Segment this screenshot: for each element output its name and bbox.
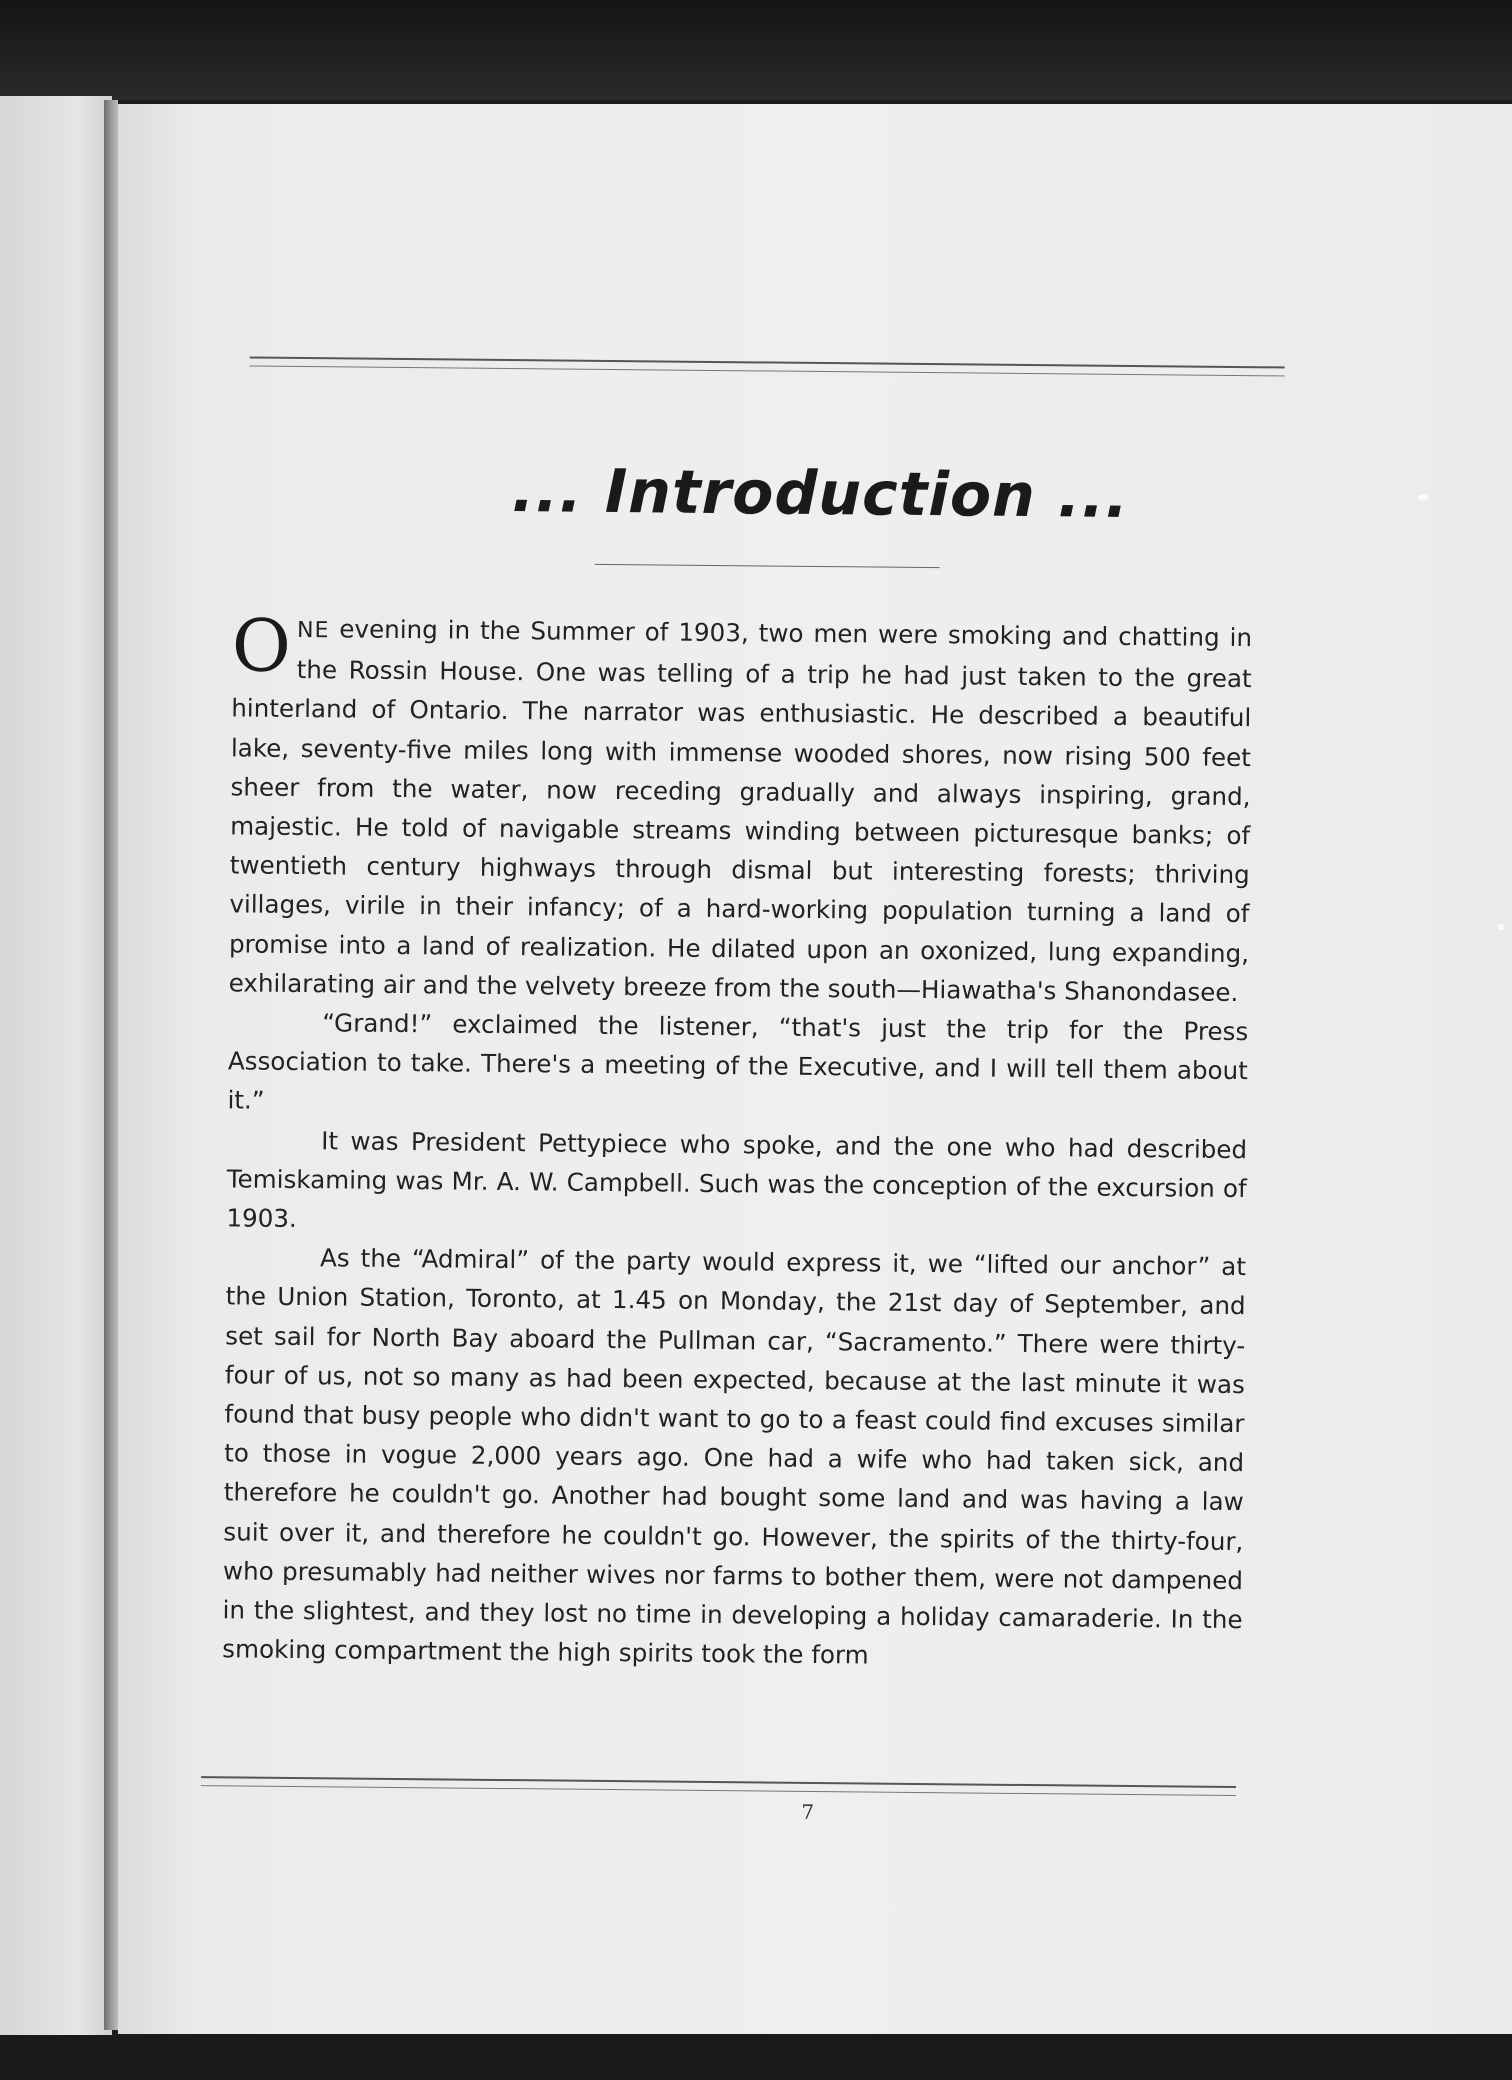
paragraph-1 [228, 603, 1253, 1012]
drop-cap: O [231, 603, 292, 688]
paragraph-2: “Grand!” exclaimed the listener, “that's just the trip for the Press Association to take. There's a meeting of the Executive, and I will tell them about it.” [227, 1008, 1249, 1116]
paragraph-1-text: evening in the Summer of 1903, two men were smoking and chatting in the Rossin House. One was telling of a trip he had just taken to the great hinterland of Ontario. The narrator was enthusiastic. He described a beautiful lake, seventy-five miles long with immense wooded shores, now rising 500 feet sheer from the water, now receding gradually and always inspiring, grand, majestic. He told of navigable streams winding between picturesque banks; of twentieth century highways through dismal but interesting forests; thriving villages, virile in their infancy; of a hard-working population turning a land of promise into a land of realization. He dilated upon an oxonized, lung expanding, exhilarating air and the velvety breeze from the south—Hiawatha's Shanondasee. [228, 614, 1253, 1007]
footer-rule [201, 1776, 1236, 1796]
scan-speck [1418, 494, 1428, 500]
page-number: 7 [801, 1799, 815, 1824]
book-page [118, 104, 1512, 2034]
paragraph-4: As the “Admiral” of the party would express it, we “lifted our anchor” at the Union Station, Toronto, at 1.45 on Monday, the 21st day of September, and set sail for North Bay aboard the Pullman car, “Sacramento.” There were thirty-four of us, not so many as had been expected, because at the last minute it was found that busy people who didn't want to go to a feast could find excuses similar to those in vogue 2,000 years ago. One had a wife who had taken sick, and therefore he couldn't go. Another had bought some land and was having a law suit over it, and therefore he couldn't go. However, the spirits of the thirty-four, who presumably had neither wives nor farms to bother them, were not dampened in the slightest, and they lost no time in developing a holiday camaraderie. In the smoking compartment the high spirits took the form [222, 1243, 1247, 1670]
page-title: ... Introduction ... [511, 456, 1130, 532]
scanner-background-top [0, 0, 1512, 100]
left-page-edge [0, 96, 112, 2046]
title-underline [595, 564, 940, 568]
body-text [222, 603, 1253, 1678]
scan-speck [1498, 924, 1504, 930]
scanner-background-bottom [0, 2035, 1512, 2080]
paragraph-3: It was President Pettypiece who spoke, and the one who had described Temiskaming was Mr. A. W. Campbell. Such was the conception of the excursion of 1903. [226, 1125, 1248, 1234]
page-content [109, 97, 1512, 2040]
header-rule [250, 357, 1285, 377]
first-word-small-caps: NE [296, 617, 330, 644]
